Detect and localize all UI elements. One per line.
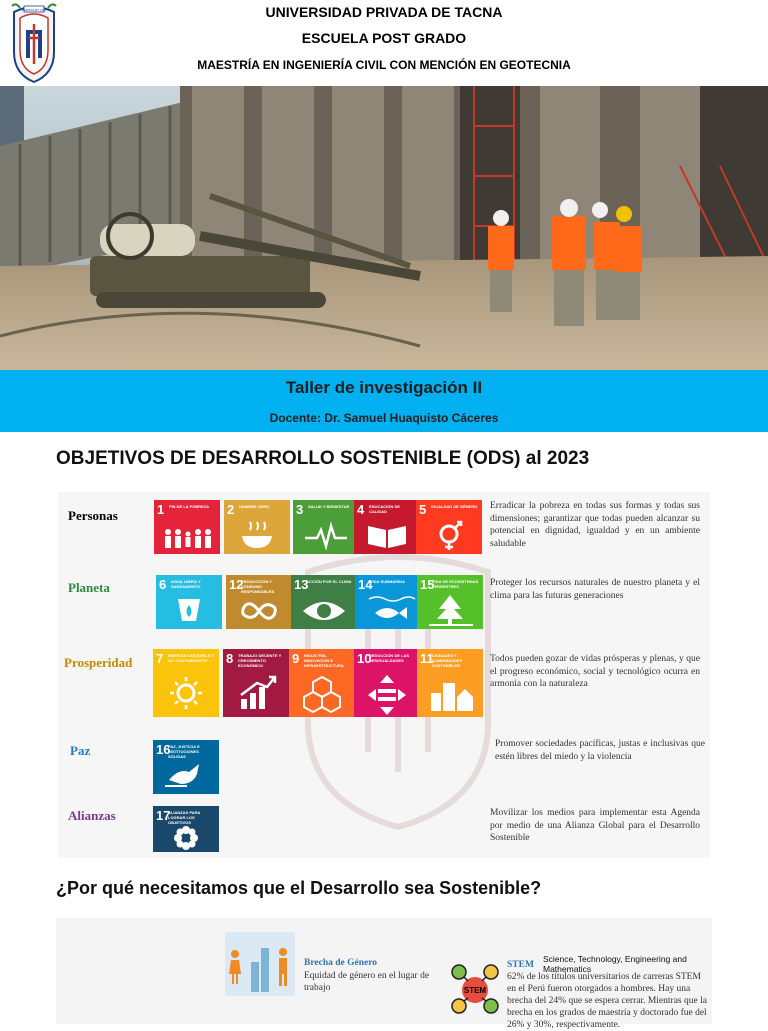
ods-goal-number: 16 [156, 742, 171, 757]
stem-icon-label: STEM [463, 986, 487, 995]
water-icon [156, 575, 222, 629]
ods-goal-16 [153, 740, 219, 794]
ods-panel [58, 492, 710, 858]
stem-title: STEM [507, 960, 534, 970]
row-desc-alianzas: Movilizar los medios para implementar esta Agenda por medio de una Alianza Global para el Desarrollo Sostenible [490, 808, 700, 843]
ods-goal-9 [289, 649, 355, 717]
ods-goal-15 [417, 575, 483, 629]
ods-goal-10 [354, 649, 420, 717]
ods-goal-3 [293, 500, 359, 554]
ods-goal-label: PRODUCCIÓN Y CONSUMO RESPONSABLES [241, 579, 275, 594]
fish-icon [355, 575, 421, 629]
ods-goal-label: VIDA DE ECOSISTEMAS TERRESTRES [432, 579, 479, 589]
ods-goal-17 [153, 806, 219, 852]
university-name: UNIVERSIDAD PRIVADA DE TACNA [265, 4, 503, 20]
ods-goal-number: 6 [159, 577, 167, 592]
ods-goal-number: 8 [226, 651, 234, 666]
row-desc-planeta: Proteger los recursos naturales de nuestro planeta y el clima para las futuras generaciones [490, 578, 700, 601]
dove-icon [153, 740, 219, 794]
ods-heading: OBJETIVOS DE DESARROLLO SOSTENIBLE (ODS) al 2023 [56, 448, 590, 469]
heartbeat-icon [293, 500, 359, 554]
ods-goal-number: 9 [292, 651, 300, 666]
row-label-personas: Personas [68, 508, 118, 523]
why-panel [56, 918, 712, 1030]
growth-icon [223, 649, 289, 717]
flower-icon [153, 806, 219, 852]
ods-goal-label: ACCIÓN POR EL CLIMA [306, 579, 352, 584]
program-name: MAESTRÍA EN INGENIERÍA CIVIL CON MENCIÓN EN GEOTECNIA [197, 58, 571, 72]
brecha-title: Brecha de Género [304, 958, 377, 968]
book-icon [354, 500, 420, 554]
row-label-planeta: Planeta [68, 580, 110, 595]
cubes-icon [289, 649, 355, 717]
ods-goal-label: TRABAJO DECENTE Y CRECIMIENTO ECONÓMICO [238, 653, 282, 668]
ods-goal-label: REDUCCIÓN DE LAS DESIGUALDADES [369, 653, 410, 663]
equality-icon [354, 649, 420, 717]
ods-goal-13 [291, 575, 357, 629]
teacher-name: Docente: Dr. Samuel Huaquisto Cáceres [269, 411, 499, 425]
school-name: ESCUELA POST GRADO [301, 30, 467, 46]
row-desc-personas: Erradicar la pobreza en todas sus formas y todas sus dimensiones; garantizar que todas pueden alcanzar su potencial en dignidad, igualdad y en un ambiente saludable [490, 501, 700, 549]
ods-goal-number: 7 [156, 651, 164, 666]
ods-goal-number: 3 [296, 502, 304, 517]
ods-goal-label: HAMBRE CERO [239, 504, 270, 509]
bowl-icon [224, 500, 290, 554]
ods-goal-number: 5 [419, 502, 427, 517]
ods-goal-4 [354, 500, 420, 554]
row-desc-prosperidad: Todos pueden gozar de vidas prósperas y plenas, y que el progreso económico, social y tecnológico ocurra en armonía con la naturaleza [490, 654, 700, 689]
ods-goal-number: 13 [294, 577, 309, 592]
brecha-desc: Equidad de género en el lugar de trabajo [304, 971, 430, 993]
course-title: Taller de investigación II [285, 378, 483, 397]
ods-goal-5 [416, 500, 482, 554]
people-icon [154, 500, 220, 554]
eye-icon [291, 575, 357, 629]
row-desc-paz: Promover sociedades pacíficas, justas e inclusivas que estén libres del miedo y la violencia [495, 739, 705, 762]
ods-goal-number: 17 [156, 808, 171, 823]
row-label-prosperidad: Prosperidad [64, 655, 133, 670]
ods-goal-label: AGUA LIMPIA Y SANEAMIENTO [171, 579, 201, 589]
ods-goal-14 [355, 575, 421, 629]
ods-goal-1 [154, 500, 220, 554]
ods-goal-2 [224, 500, 290, 554]
ods-goal-label: FIN DE LA POBREZA [169, 504, 210, 509]
ods-goal-label: PAZ, JUSTICIA E INSTITUCIONES SÓLIDAS [168, 744, 200, 759]
stem-desc: 62% de los títulos universitarios de carreras STEM en el Perú fueron otorgados a hombres. Hay una brecha del 24% que se espera cerrar. Mientras que la brecha en los grados de maestría y doctorado fue del 26% y 30%, respectivamente. [507, 972, 707, 1030]
construction-site-photo [0, 86, 768, 370]
ods-goal-label: IGUALDAD DE GÉNERO [431, 504, 478, 509]
row-label-paz: Paz [70, 743, 91, 758]
stem-full-name: Science, Technology, Engineering and Mathematics [543, 954, 687, 974]
gender-icon [416, 500, 482, 554]
ods-goal-number: 10 [357, 651, 372, 666]
gender-gap-icon [225, 932, 295, 996]
row-label-alianzas: Alianzas [68, 808, 116, 823]
ods-goal-number: 4 [357, 502, 365, 517]
ods-goal-number: 11 [420, 651, 434, 666]
ods-goal-number: 14 [358, 577, 373, 592]
ods-goal-label: VIDA SUBMARINA [370, 579, 405, 584]
ods-goal-label: ENERGÍA ASEQUIBLE Y NO CONTAMINANTE [168, 653, 215, 663]
ods-goal-label: EDUCACIÓN DE CALIDAD [369, 504, 400, 514]
header [0, 0, 768, 86]
course-banner [0, 370, 768, 432]
ods-goal-label: SALUD Y BIENESTAR [308, 504, 350, 509]
sun-icon [153, 649, 219, 717]
stem-icon [448, 960, 502, 1014]
ods-goal-number: 2 [227, 502, 235, 517]
tree-icon [417, 575, 483, 629]
ods-goal-number: 1 [157, 502, 165, 517]
ods-goal-number: 15 [420, 577, 435, 592]
ods-goal-label: CIUDADES Y COMUNIDADES SOSTENIBLES [432, 653, 463, 668]
ods-goal-number: 12 [229, 577, 244, 592]
why-heading: ¿Por qué necesitamos que el Desarrollo sea Sostenible? [56, 878, 542, 898]
ods-goal-11 [417, 649, 483, 717]
ods-goal-6 [156, 575, 222, 629]
ods-goal-12 [226, 575, 292, 629]
ods-goal-label: INDUSTRIA, INNOVACIÓN E INFRAESTRUCTURA [304, 653, 344, 668]
logo-motto: VERITAS ET VITA [21, 8, 47, 12]
ods-goal-label: ALIANZAS PARA LOGRAR LOS OBJETIVOS [168, 810, 201, 825]
infinity-icon [226, 575, 292, 629]
city-icon [417, 649, 483, 717]
ods-goal-7 [153, 649, 219, 717]
ods-goal-8 [223, 649, 289, 717]
